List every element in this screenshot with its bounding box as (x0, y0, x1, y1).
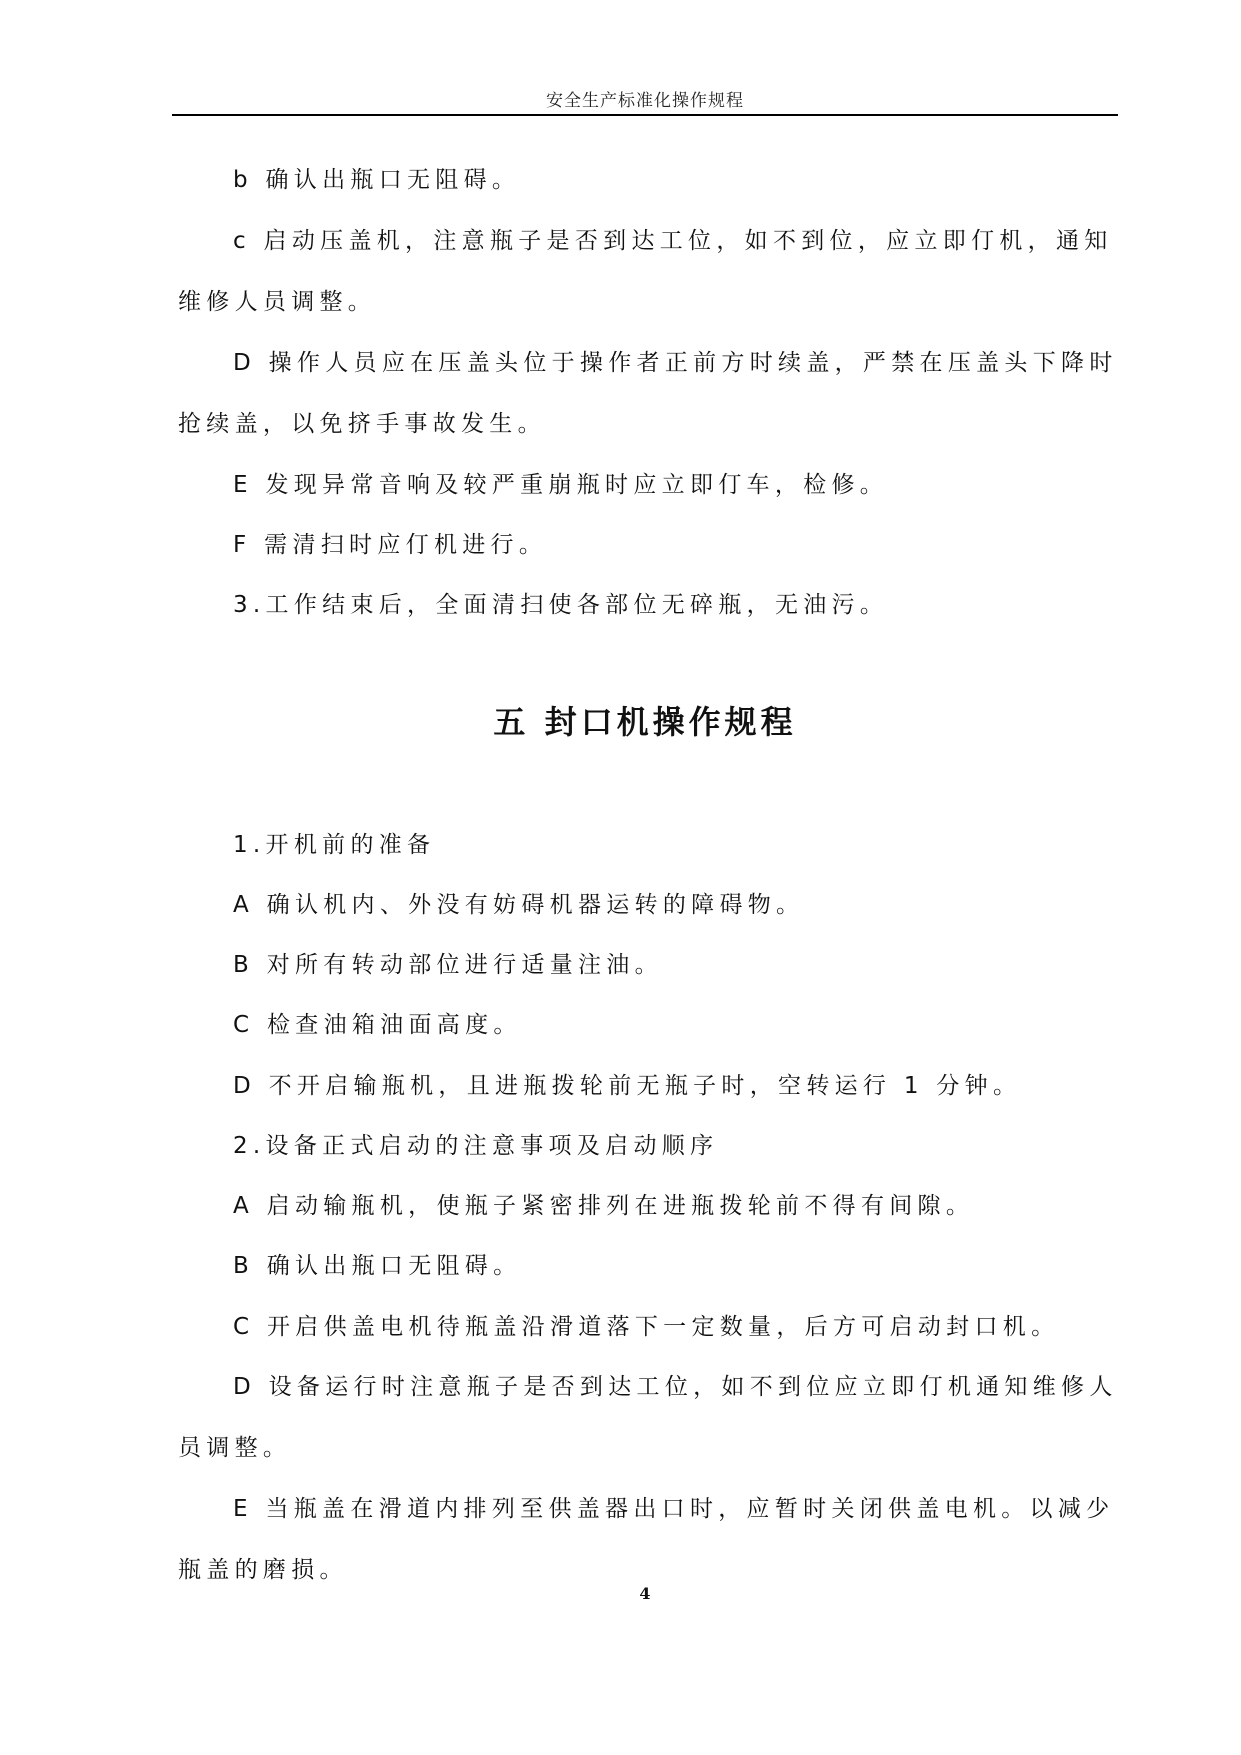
paragraph-line: D 不开启输瓶机，且进瓶拨轮前无瓶子时，空转运行 1 分钟。 (233, 1073, 1022, 1099)
paragraph-line: c 启动压盖机，注意瓶子是否到达工位，如不到位，应立即仃机，通知 (233, 228, 1113, 254)
paragraph-line: D 设备运行时注意瓶子是否到达工位，如不到位应立即仃机通知维修人 (233, 1374, 1118, 1400)
paragraph-line: 员调整。 (178, 1435, 292, 1461)
paragraph-line: C 检查油箱油面高度。 (233, 1012, 522, 1038)
paragraph-line: E 发现异常音响及较严重崩瓶时应立即仃车，检修。 (233, 472, 889, 498)
paragraph-line: 抢续盖，以免挤手事故发生。 (178, 411, 546, 437)
paragraph-line: 3.工作结束后，全面清扫使各部位无碎瓶，无油污。 (233, 592, 889, 618)
paragraph-line: 1.开机前的准备 (233, 832, 436, 858)
paragraph-line: 维修人员调整。 (178, 289, 377, 315)
paragraph-line: 2.设备正式启动的注意事项及启动顺序 (233, 1133, 719, 1159)
paragraph-line: A 启动输瓶机，使瓶子紧密排列在进瓶拨轮前不得有间隙。 (233, 1193, 975, 1219)
page-number: 4 (639, 1584, 651, 1603)
paragraph-line: B 确认出瓶口无阻碍。 (233, 1253, 522, 1279)
section-title: 五 封口机操作规程 (493, 703, 797, 741)
paragraph-line: B 对所有转动部位进行适量注油。 (233, 952, 663, 978)
running-header: 安全生产标准化操作规程 (546, 91, 744, 111)
paragraph-line: 瓶盖的磨损。 (178, 1557, 348, 1583)
paragraph-line: D 操作人员应在压盖头位于操作者正前方时续盖，严禁在压盖头下降时 (233, 350, 1118, 376)
paragraph-line: A 确认机内、外没有妨碍机器运转的障碍物。 (233, 892, 805, 918)
paragraph-line: F 需清扫时应仃机进行。 (233, 532, 548, 558)
paragraph-line: C 开启供盖电机待瓶盖沿滑道落下一定数量，后方可启动封口机。 (233, 1314, 1060, 1340)
paragraph-line: b 确认出瓶口无阻碍。 (233, 167, 521, 193)
paragraph-line: E 当瓶盖在滑道内排列至供盖器出口时，应暂时关闭供盖电机。以减少 (233, 1496, 1115, 1522)
header-rule (172, 114, 1118, 116)
